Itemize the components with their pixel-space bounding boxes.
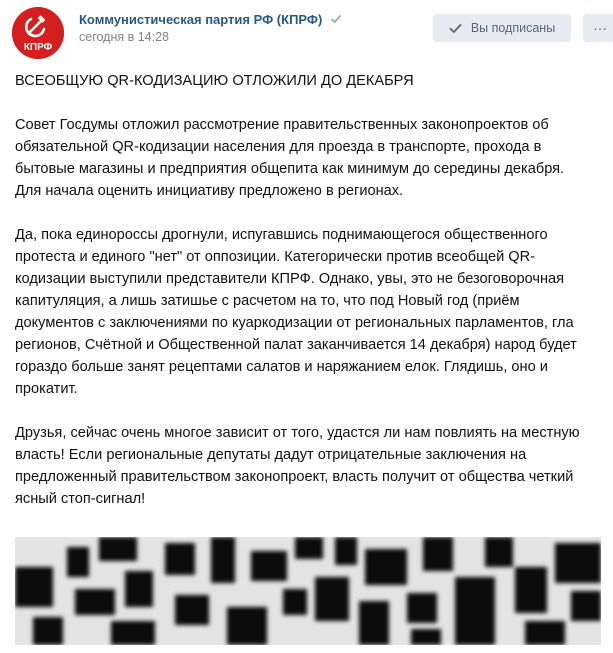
qr-code-image bbox=[15, 537, 601, 645]
post-paragraph bbox=[15, 422, 613, 510]
post-text-line: прокатит. bbox=[15, 381, 78, 397]
logo-text: КПРФ bbox=[23, 42, 53, 53]
post-text-line: Друзья, сейчас очень многое зависит от того, удастся ли нам повлиять на местную bbox=[15, 425, 580, 441]
subscribed-button[interactable] bbox=[433, 14, 571, 42]
post-title: ВСЕОБЩУЮ QR-КОДИЗАЦИЮ ОТЛОЖИЛИ ДО ДЕКАБРЯ bbox=[15, 73, 414, 89]
post-text-line: обязательной QR-кодизации населения для проезда в транспорте, прохода в bbox=[15, 139, 542, 155]
post-paragraph bbox=[15, 224, 613, 400]
post-text-line: Да, пока единороссы дрогнули, испугавшись поднимающегося общественного bbox=[15, 227, 548, 243]
post-text-line: власть! Если региональные депутаты дадут отрицательные заключения на bbox=[15, 447, 527, 463]
post-text bbox=[15, 70, 613, 532]
check-icon bbox=[449, 23, 462, 34]
post-body bbox=[15, 114, 613, 510]
post-time[interactable]: сегодня в 14:28 bbox=[79, 30, 169, 44]
more-button[interactable] bbox=[583, 14, 613, 42]
post-text-line: Совет Госдумы отложил рассмотрение правительственных законопроектов об bbox=[15, 117, 549, 133]
post-text-line: бытовые магазины и предприятия общепита как минимум до середины декабря. bbox=[15, 161, 565, 177]
group-avatar[interactable] bbox=[12, 7, 64, 59]
more-icon: ··· bbox=[593, 20, 607, 36]
post-text-line: документов с заключениями по куаркодизации от региональных парламентов, гла bbox=[15, 315, 574, 331]
post-header bbox=[0, 0, 613, 56]
post-text-line: предложенный правительством законопроект, власть получит от общества четкий bbox=[15, 469, 574, 485]
post-paragraph bbox=[15, 114, 613, 202]
post-text-line: гораздо больше занят рецептами салатов и наряжанием елок. Глядишь, оно и bbox=[15, 359, 548, 375]
post-image[interactable] bbox=[15, 537, 601, 645]
hammer-sickle-logo-icon bbox=[12, 7, 64, 59]
post-text-line: ясный стоп-сигнал! bbox=[15, 491, 146, 507]
author-name[interactable] bbox=[79, 12, 342, 27]
author-name-label: Коммунистическая партия РФ (КПРФ) bbox=[79, 12, 323, 27]
post-text-line: кодизации выступили представители КПРФ. Однако, увы, это не безоговорочная bbox=[15, 271, 565, 287]
subscribed-label: Вы подписаны bbox=[470, 21, 556, 35]
post-text-line: протеста и единого "нет" от оппозиции. Категорически против всеобщей QR- bbox=[15, 249, 536, 265]
post-text-line: Для начала оценить инициативу предложено в регионах. bbox=[15, 183, 404, 199]
verified-check-icon bbox=[330, 13, 342, 25]
post-text-line: капитуляция, а лишь затишье с расчетом на то, что под Новый год (приём bbox=[15, 293, 520, 309]
post-text-line: регионов, Счётной и Общественной палат заканчивается 14 декабря) народ будет bbox=[15, 337, 577, 353]
